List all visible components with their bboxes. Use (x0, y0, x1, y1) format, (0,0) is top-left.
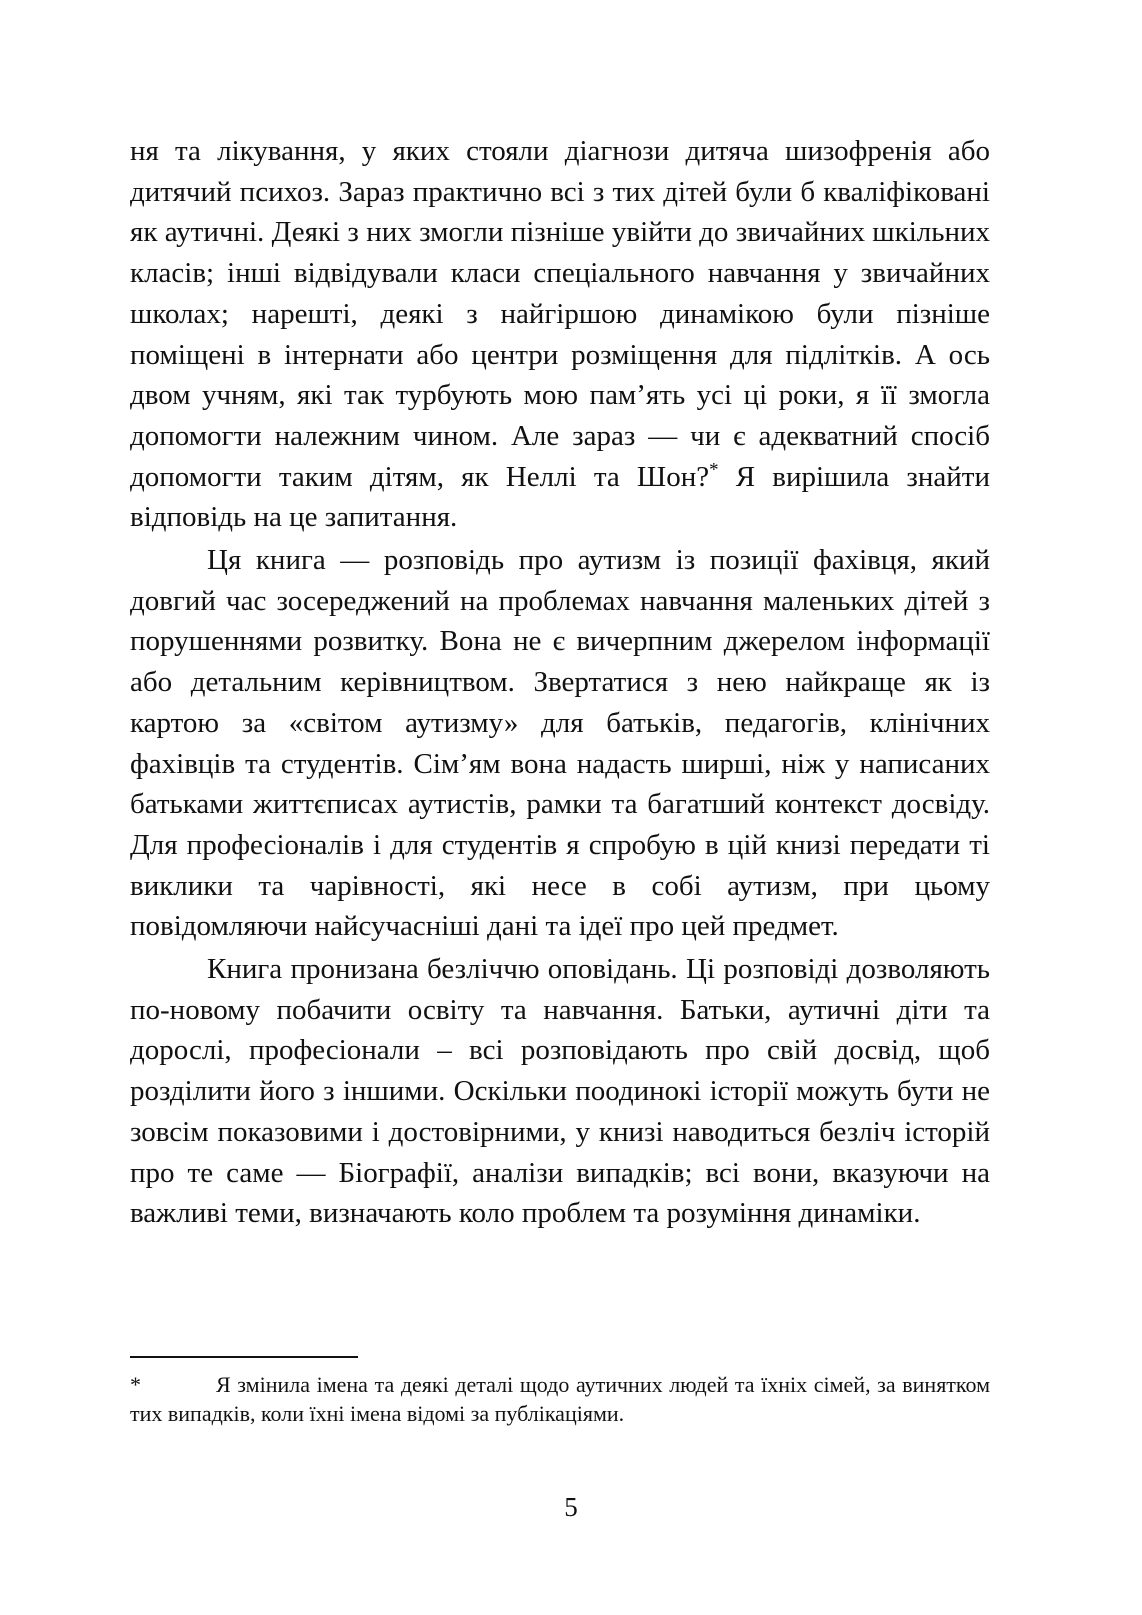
footnote-separator (130, 1356, 358, 1358)
paragraph-text: ня та лікування, у яких стояли діагнози дитяча шизофренія або дитячий психоз. Зараз практично всі з тих дітей були б кваліфіковані як аутичні. Деякі з них змогли пізніше увійти до звичайних шкільних класів; інші відвідували класи спеціального навчання у звичайних школах; нарешті, деякі з найгіршою динамікою були пізніше поміщені в інтернати або центри розміщення для підлітків. А ось двом учням, які так турбують мою пам’ять усі ці роки, я її змогла допомогти належним чином. Але зараз — чи є адекватний спосіб допомогти таким дітям, як Неллі та Шон? (130, 135, 990, 493)
paragraph-text: Я вирішила знайти відповідь на це запитання. (130, 460, 990, 534)
footnote-marker: * (130, 1372, 141, 1397)
page-body-text (130, 131, 990, 1234)
footnote-reference: * (709, 458, 719, 480)
footnote-area (130, 1356, 990, 1428)
paragraph: Ця книга — розповідь про аутизм із позиції фахівця, який довгий час зосереджений на проблемах навчання маленьких дітей з порушеннями розвитку. Вона не є вичерпним джерелом інформації або детальним керівництвом. Звертатися з нею найкраще як із картою за «світом аутизму» для батьків, педагогів, клінічних фахівців та студентів. Сім’ям вона надасть ширші, ніж у написаних батьками життєписах аутистів, рамки та багатший контекст досвіду. Для професіоналів і для студентів я спробую в цій книзі передати ті виклики та чарівності, які несе в собі аутизм, при цьому повідомляючи найсучасніші дані та ідеї про цей предмет. (130, 544, 990, 943)
footnote (130, 1370, 990, 1428)
page-number: 5 (564, 1492, 578, 1522)
footnote-text: Я змінила імена та деякі деталі щодо аутичних людей та їхніх сімей, за винятком тих випадків, коли їхні імена відомі за публікаціями. (130, 1372, 990, 1426)
paragraph-continuation (130, 131, 990, 538)
paragraph: Книга пронизана безліччю оповідань. Ці розповіді дозволяють по-новому побачити освіту та навчання. Батьки, аутичні діти та дорослі, професіонали – всі розповідають про свій досвід, щоб розділити його з іншими. Оскільки поодинокі історії можуть бути не зовсім показовими і достовірними, у книзі наводиться безліч історій про те саме — Біографії, аналізи випадків; всі вони, вказуючи на важливі теми, визначають коло проблем та розуміння динаміки. (130, 953, 990, 1230)
